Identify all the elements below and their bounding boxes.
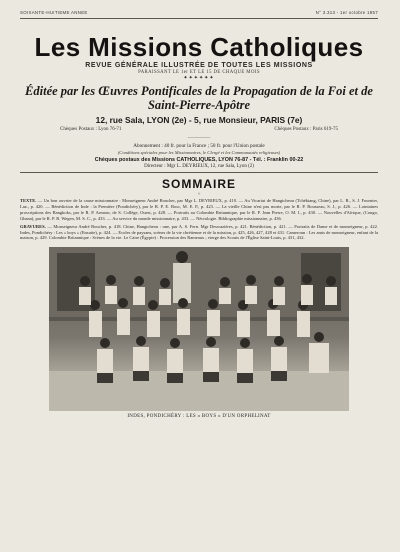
- postal-lyon: Chèques Postaux : Lyon 76-71: [60, 127, 122, 132]
- toc-gravures: [20, 224, 378, 242]
- group-photo-illustration: [49, 247, 349, 411]
- toc-gravures-lead: GRAVURES.: [20, 223, 46, 229]
- photo-caption: INDES, PONDICHÉRY : LES « BOYS » D'UN ORPHELINAT: [127, 414, 271, 420]
- separator-line: ────────: [187, 135, 211, 140]
- toc-texte-body: — Un bon ouvrier de la cause missionnaire : Monseigneur André Boucher, par Mgr L. DEYRIEUX, p. 410. — Au Vicariat de Hangtcheou (Tchékiang, Chine), par L. B., S. J. Fournier, Laz., p. 420. — Bénédiction de Inde : la Première (Pondichéry), par le R. P. E. Bosc, M. E. P., p. 423. — La vieille Chine n'est pas morte, par le R. P. Rousseau, S. J., p. 426. — Lointaines proscriptions des Bangkoks, par le R. P. Armour, de S. Collège, Ouest, p. 428. — Portraits au Colombie Britannique, par le R. P. Jean Pierre, O. M. I., p. 430. — Nouvelles d'Afrique, (Congo, Ghana), par le R. P. R. Wegen, M. S. C., p. 433. — Au service du monde missionnaire, p. 433. — Nécrologie. Bibliographie missionnaire, p. 436.: [20, 198, 378, 221]
- top-rule: [20, 18, 378, 19]
- director-line: Directeur : Mgr L. DEYRIEUX, 12, rue Sala, Lyon (2): [144, 164, 254, 169]
- toc-gravures-body: — Monseigneur André Boucher, p. 418. Chine, Hangtcheou : une, par A. S. Fern. Mgr Deswazières, p. 421. Bénédiction, p. 421. — Portraits de Dame et de monseigneur, p. 422. Indes, Pondichéry : Les « boys » (Ensuite), p. 424. — Ecoles de paysans, scènes de la vie chrétienne et de la mission, p. 425, 426, 427, 428 et 431. Cameroun : Les amis de monseigneur, enfant de la maison, p. 429. Colombie Britannique : Scènes de la vie. Le Caire (Égypte) : Procession des Rameaux ; vierge des Scouts de l'Église Saint-Louis, p. 431, 432.: [20, 223, 379, 241]
- contents-heading: SOMMAIRE: [162, 177, 236, 191]
- magazine-title: Les Missions Catholiques: [34, 32, 364, 62]
- toc-texte-lead: TEXTE.: [20, 198, 37, 203]
- publisher-line: Éditée par les Œuvres Pontificales de la Propagation de la Foi et de Saint-Pierre-Apôtre: [25, 84, 373, 112]
- volume-label: SOIXANTE-HUITIEME ANNEE: [20, 9, 88, 15]
- publication-frequency: PARAISSANT LE 1er ET LE 15 DE CHAQUE MOIS: [138, 70, 260, 75]
- toc-texte: [20, 198, 378, 222]
- cheque-info: Chèques postaux des Missions CATHOLIQUES, LYON 76-87 - Tél. : Franklin 00-22: [94, 157, 304, 163]
- subscription-rates: Abonnement : 40 fr. pour la France ; 50 fr. pour l'Union postale: [133, 143, 265, 149]
- group-photograph: [49, 247, 349, 411]
- postal-paris: Chèques Postaux : Paris 619-75: [274, 127, 338, 132]
- middle-rule: [20, 172, 378, 173]
- magazine-subtitle: REVUE GÉNÉRALE ILLUSTRÉE DE TOUTES LES MISSIONS: [85, 62, 313, 69]
- postal-accounts: [20, 127, 378, 132]
- masthead-topline: [20, 0, 378, 16]
- table-of-contents: [20, 198, 378, 241]
- issue-label: N° 3.313 - 1er octobre 1957: [315, 9, 378, 15]
- subscription-conditions: (Conditions spéciales pour les Missionnaires, le Clergé et les Communautés religieuses): [117, 150, 281, 155]
- ornament-divider: ✦✦✦✦✦✦: [183, 76, 215, 81]
- publisher-addresses: 12, rue Sala, LYON (2e) - 5, rue Monsieur, PARIS (7e): [95, 115, 303, 125]
- contents-ornament: ✧: [197, 191, 201, 196]
